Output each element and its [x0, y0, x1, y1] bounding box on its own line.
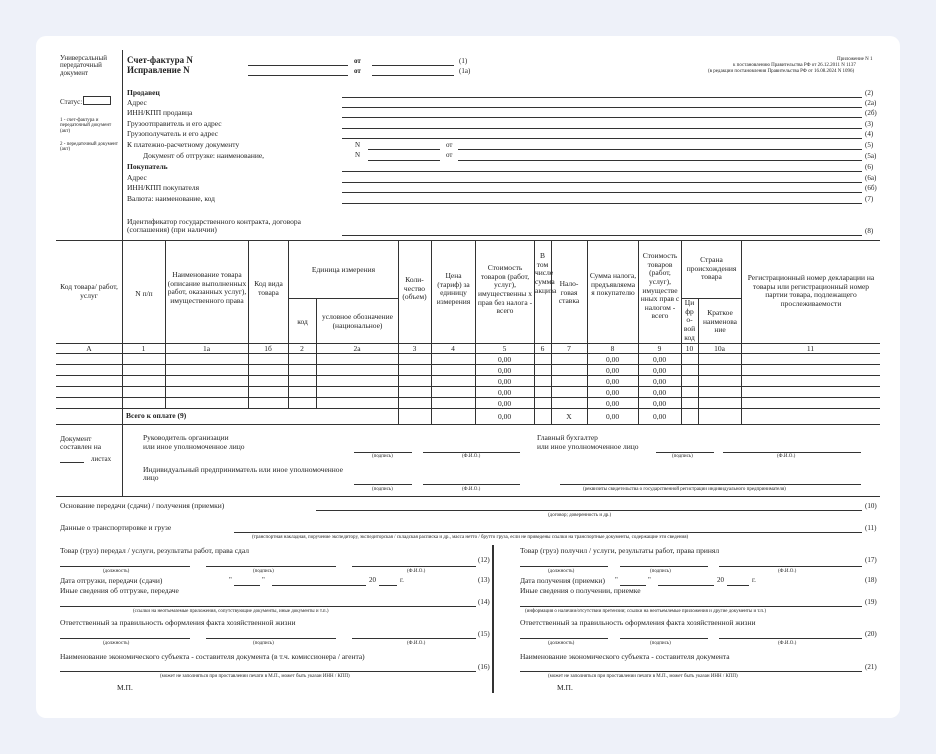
code-14: (14) — [478, 598, 490, 606]
col-number: 8 — [610, 344, 615, 353]
col-price: Цена (тариф) за единицу измерения — [436, 271, 471, 306]
right-sign-field[interactable] — [620, 566, 708, 567]
chief-acc-label: Главный бухгалтер — [537, 433, 598, 442]
code-2a: (2а) — [865, 99, 877, 107]
buyer-inn: ИНН/КПП покупателя — [127, 183, 200, 192]
received-label: Товар (груз) получил / услуги, результаты работ, права принял — [520, 546, 720, 555]
code-20: (20) — [865, 630, 877, 638]
left-position-caption: (должность) — [103, 569, 130, 574]
contract-id-label: Идентификатор государственного контракта, договора (соглашения) (при наличии) — [127, 217, 301, 234]
col-goods-code: Код товара/ работ, услуг — [60, 282, 118, 300]
col-country: Страна происхождения товара — [686, 255, 737, 282]
shipment-date-field[interactable] — [458, 160, 862, 161]
col-number: 1а — [202, 344, 211, 353]
left-sign-caption: (подпись) — [253, 569, 274, 574]
left-responsible: Ответственный за правильность оформления факта хозяйственной жизни — [60, 618, 296, 627]
appendix-line-3: (в редакции постановления Правительства РФ от 16.08.2024 N 1096) — [708, 69, 855, 74]
total-cost-no-tax: 0,00 — [497, 412, 512, 421]
ship-year-suffix: г. — [400, 576, 404, 584]
buyer-address: Адрес — [127, 173, 147, 182]
ip-sign-caption: (подпись) — [372, 487, 393, 492]
col-number: 1 — [141, 344, 146, 353]
col-name: Наименование товара (описание выполненных работ, оказанных услуг), имущественного права — [167, 270, 247, 305]
head-org-label: Руководитель организации — [143, 433, 229, 442]
ship-month-field[interactable] — [272, 585, 366, 586]
correction-from: от — [354, 67, 361, 75]
transport-note: (транспортная накладная, поручение экспедитору, экспедиторская / складская расписка и др., масса нетто / брутто груза, если не приведены ссылки на транспортные документы, содержащие эти сведения) — [252, 535, 689, 540]
ip-fio-caption: (Ф.И.О.) — [462, 487, 481, 492]
code-6b: (6б) — [865, 184, 877, 192]
col-unit-code: код — [297, 317, 308, 326]
col-number: 4 — [451, 344, 455, 353]
left-sign-field[interactable] — [206, 566, 336, 567]
right-resp-position-caption: (должность) — [548, 641, 575, 646]
chief-sign-field[interactable] — [656, 452, 714, 453]
head-org-other: или иное уполномоченное лицо — [143, 442, 245, 451]
left-position-field[interactable] — [60, 566, 190, 567]
col-tax-rate: Нало- говая ставка — [558, 279, 580, 306]
ship-quote-open: " — [229, 576, 232, 584]
ship-year-prefix: 20 — [369, 576, 376, 584]
appendix-line-1: Приложение N 1 — [837, 57, 873, 62]
head-sign-field[interactable] — [354, 452, 412, 453]
right-resp-position-field[interactable] — [520, 638, 608, 639]
code-1: (1) — [459, 57, 468, 65]
code-18: (18) — [865, 576, 877, 584]
section-divider — [56, 496, 880, 497]
appendix-line-2: к постановлению Правительства РФ от 26.12.2011 N 1137 — [733, 63, 856, 68]
payment-n-field[interactable] — [368, 149, 440, 150]
table-cell: 0,00 — [652, 399, 667, 408]
buyer-inn-field[interactable] — [342, 192, 862, 193]
col-kind-code: Код вида товара — [254, 279, 283, 297]
buyer-field[interactable] — [342, 171, 862, 172]
total-label: Всего к оплате (9) — [126, 411, 187, 420]
status-input[interactable] — [83, 96, 111, 105]
chief-acc-other: или иное уполномоченное лицо — [537, 442, 639, 451]
currency-field[interactable] — [342, 203, 862, 204]
code-19: (19) — [865, 598, 877, 606]
col-number: 10 — [685, 344, 694, 353]
left-resp-sign-caption: (подпись) — [253, 641, 274, 646]
col-number: 2а — [353, 344, 361, 353]
ship-day-field[interactable] — [234, 585, 260, 586]
chief-fio-caption: (Ф.И.О.) — [777, 454, 796, 459]
left-entity: Наименование экономического субъекта - составителя документа (в т.ч. комиссионера / агента) — [60, 652, 365, 661]
doc-type-label: Универсальный передаточный документ — [60, 54, 107, 77]
consignee-label: Грузополучатель и его адрес — [127, 129, 219, 138]
head-fio-caption: (Ф.И.О.) — [462, 454, 481, 459]
invoice-number-field[interactable] — [248, 65, 348, 66]
transferred-label: Товар (груз) передал / услуги, результаты работ, права сдал — [60, 546, 249, 555]
code-6a: (6а) — [865, 174, 877, 182]
header-divider — [122, 50, 123, 240]
code-21: (21) — [865, 663, 877, 671]
basis-label: Основание передачи (сдачи) / получения (приемки) — [60, 501, 225, 510]
recv-year-prefix: 20 — [717, 576, 724, 584]
left-other-info: Иные сведения об отгрузке, передаче — [60, 586, 179, 595]
status-label: Статус: — [60, 98, 83, 106]
head-sign-caption: (подпись) — [372, 454, 393, 459]
shipment-n-field[interactable] — [368, 160, 440, 161]
left-resp-position-field[interactable] — [60, 638, 190, 639]
currency-label: Валюта: наименование, код — [127, 194, 215, 203]
ip-sign-field[interactable] — [354, 484, 412, 485]
correction-date-field[interactable] — [372, 75, 454, 76]
code-3: (3) — [865, 120, 874, 128]
right-stamp-place: М.П. — [557, 683, 573, 692]
col-country-code: Ци фр о- вой код — [683, 298, 696, 342]
sheets-label: листах — [91, 455, 112, 463]
transport-field[interactable] — [234, 532, 862, 533]
ship-year-field[interactable] — [379, 585, 397, 586]
correction-number-field[interactable] — [248, 75, 348, 76]
right-other-note: (информация о наличии/отсутствии претензии; ссылки на неотъемлемые приложения и другие документы и т.п.) — [525, 609, 767, 614]
right-resp-fio-caption: (Ф.И.О.) — [778, 641, 797, 646]
code-2b: (2б) — [865, 109, 877, 117]
ship-date-label: Дата отгрузки, передачи (сдачи) — [60, 576, 163, 585]
transport-label: Данные о транспортировке и грузе — [60, 523, 172, 532]
basis-field[interactable] — [316, 510, 862, 511]
shipper-field[interactable] — [342, 128, 862, 129]
col-number: 3 — [412, 344, 417, 353]
payment-doc-label: К платежно-расчетному документу — [127, 140, 240, 149]
col-n: N п/п — [135, 289, 153, 298]
table-cell: 0,00 — [605, 377, 620, 386]
ip-fio-field[interactable] — [423, 484, 520, 485]
table-cell: 0,00 — [652, 388, 667, 397]
table-cell: 0,00 — [605, 355, 620, 364]
recv-quote-open: " — [615, 576, 618, 584]
recv-year-field[interactable] — [727, 585, 749, 586]
center-divider — [492, 545, 494, 693]
col-number: 10а — [714, 344, 725, 353]
left-resp-fio-field[interactable] — [352, 638, 476, 639]
col-number: 9 — [657, 344, 662, 353]
seller-address: Адрес — [127, 98, 147, 107]
col-number: 11 — [806, 344, 815, 353]
right-resp-fio-field[interactable] — [719, 638, 862, 639]
left-entity-field[interactable] — [60, 671, 476, 672]
total-cost-with-tax: 0,00 — [652, 412, 667, 421]
col-number: 1б — [264, 344, 272, 353]
col-country-name: Краткое наименова ние — [703, 308, 737, 335]
table-cell: 0,00 — [652, 377, 667, 386]
shipment-from: от — [446, 151, 453, 159]
ship-quote-close: " — [262, 576, 265, 584]
table-cell: 0,00 — [497, 366, 512, 375]
left-entity-note: (может не заполняться при проставлении печати в М.П., может быть указан ИНН / КПП) — [160, 674, 350, 679]
right-other-info: Иные сведения о получении, приемке — [520, 586, 641, 595]
invoice-from: от — [354, 57, 361, 65]
recv-date-label: Дата получения (приемки) — [520, 576, 605, 585]
right-position-caption: (должность) — [548, 569, 575, 574]
col-cost-no-tax: Стоимость товаров (работ, услуг), имущественны х прав без налога - всего — [477, 263, 533, 316]
code-15: (15) — [478, 630, 490, 638]
right-position-field[interactable] — [520, 566, 608, 567]
shipment-doc-label: Документ об отгрузке: наименование, — [143, 151, 265, 160]
code-8: (8) — [865, 227, 874, 235]
right-responsible: Ответственный за правильность оформления факта хозяйственной жизни — [520, 618, 756, 627]
chief-sign-caption: (подпись) — [672, 454, 693, 459]
table-cell: 0,00 — [605, 388, 620, 397]
right-entity: Наименование экономического субъекта - составителя документа — [520, 652, 730, 661]
sheets-field[interactable] — [60, 462, 84, 463]
col-number: А — [86, 344, 92, 353]
left-resp-sign-field[interactable] — [206, 638, 336, 639]
seller-title: Продавец — [127, 88, 160, 97]
right-sign-caption: (подпись) — [650, 569, 671, 574]
right-fio-field[interactable] — [719, 566, 862, 567]
recv-month-field[interactable] — [658, 585, 714, 586]
col-number: 2 — [300, 344, 304, 353]
signature-divider — [122, 424, 123, 496]
contract-id-field[interactable] — [342, 235, 862, 236]
code-4: (4) — [865, 130, 874, 138]
code-10: (10) — [865, 502, 877, 510]
recv-year-suffix: г. — [752, 576, 756, 584]
seller-inn: ИНН/КПП продавца — [127, 108, 193, 117]
right-entity-field[interactable] — [520, 671, 862, 672]
table-cell: 0,00 — [497, 355, 512, 364]
right-resp-sign-caption: (подпись) — [650, 641, 671, 646]
left-fio-field[interactable] — [352, 566, 476, 567]
table-cell: 0,00 — [605, 366, 620, 375]
invoice-date-field[interactable] — [372, 65, 454, 66]
buyer-address-field[interactable] — [342, 182, 862, 183]
left-other-note: (ссылки на неотъемлемые приложения, сопутствующие документы, иные документы и т.п.) — [133, 609, 329, 614]
table-cell: 0,00 — [497, 388, 512, 397]
shipper-label: Грузоотправитель и его адрес — [127, 119, 222, 128]
right-other-field[interactable] — [520, 606, 862, 607]
table-cell: 0,00 — [497, 399, 512, 408]
left-other-field[interactable] — [60, 606, 476, 607]
right-fio-caption: (Ф.И.О.) — [778, 569, 797, 574]
payment-date-field[interactable] — [458, 149, 862, 150]
col-unit-name: условное обозначение (национальное) — [322, 312, 393, 330]
code-5: (5) — [865, 141, 874, 149]
code-5a: (5а) — [865, 152, 877, 160]
col-number: 7 — [567, 344, 571, 353]
invoice-label: Счет-фактура N — [127, 55, 193, 65]
payment-n: N — [355, 141, 361, 149]
payment-from: от — [446, 141, 453, 149]
code-7: (7) — [865, 195, 874, 203]
code-16: (16) — [478, 663, 490, 671]
seller-address-field[interactable] — [342, 107, 862, 108]
correction-label: Исправление N — [127, 65, 190, 75]
status-note-2: 2 - передаточный документ (акт) — [60, 142, 118, 153]
col-unit: Единица измерения — [311, 265, 376, 274]
total-tax-rate: X — [566, 412, 572, 421]
code-1a: (1а) — [459, 67, 471, 75]
code-17: (17) — [865, 556, 877, 564]
chief-fio-field[interactable] — [723, 452, 861, 453]
table-cell: 0,00 — [652, 366, 667, 375]
seller-field[interactable] — [342, 97, 862, 98]
ip-req-field[interactable] — [560, 484, 861, 485]
code-13: (13) — [478, 576, 490, 584]
left-stamp-place: М.П. — [117, 683, 133, 692]
col-qty: Коли- чество (объем) — [402, 275, 427, 302]
col-cost-with-tax: Стоимость товаров (работ, услуг), имуществе нных прав с налогом - всего — [640, 251, 680, 321]
doc-composed-label: Документ составлен на — [60, 434, 102, 451]
ip-req-caption: (реквизиты свидетельства о государственной регистрации индивидуального предпринимателя) — [583, 487, 786, 492]
consignee-field[interactable] — [342, 138, 862, 139]
code-2: (2) — [865, 89, 874, 97]
left-fio-caption: (Ф.И.О.) — [407, 569, 426, 574]
status-note-1: 1 - счет-фактура и передаточный документ (акт) — [60, 118, 112, 134]
code-12: (12) — [478, 556, 490, 564]
right-resp-sign-field[interactable] — [620, 638, 708, 639]
col-customs: Регистрационный номер декларации на товары или регистрационный номер партии товара, подлежащего прослеживаемости — [747, 273, 875, 308]
shipment-n: N — [355, 151, 361, 159]
right-entity-note: (может не заполняться при проставлении печати в М.П., может быть указан ИНН / КПП) — [548, 674, 738, 679]
total-tax-sum: 0,00 — [605, 412, 620, 421]
recv-quote-close: " — [648, 576, 651, 584]
buyer-title: Покупатель — [127, 162, 168, 171]
code-11: (11) — [865, 524, 877, 532]
col-excise: В том числе сумма акциза — [535, 251, 557, 295]
seller-inn-field[interactable] — [342, 117, 862, 118]
col-tax-sum: Сумма налога, предъявляема я покупателю — [589, 271, 637, 298]
table-cell: 0,00 — [497, 377, 512, 386]
col-number: 6 — [540, 344, 545, 353]
ip-label: Индивидуальный предприниматель или иное уполномоченное лицо — [143, 465, 343, 482]
col-number: 5 — [502, 344, 507, 353]
left-resp-fio-caption: (Ф.И.О.) — [407, 641, 426, 646]
basis-note: (договор; доверенность и др.) — [548, 513, 612, 518]
table-cell: 0,00 — [652, 355, 667, 364]
code-6: (6) — [865, 163, 874, 171]
head-fio-field[interactable] — [423, 452, 520, 453]
left-resp-position-caption: (должность) — [103, 641, 130, 646]
table-cell: 0,00 — [605, 399, 620, 408]
